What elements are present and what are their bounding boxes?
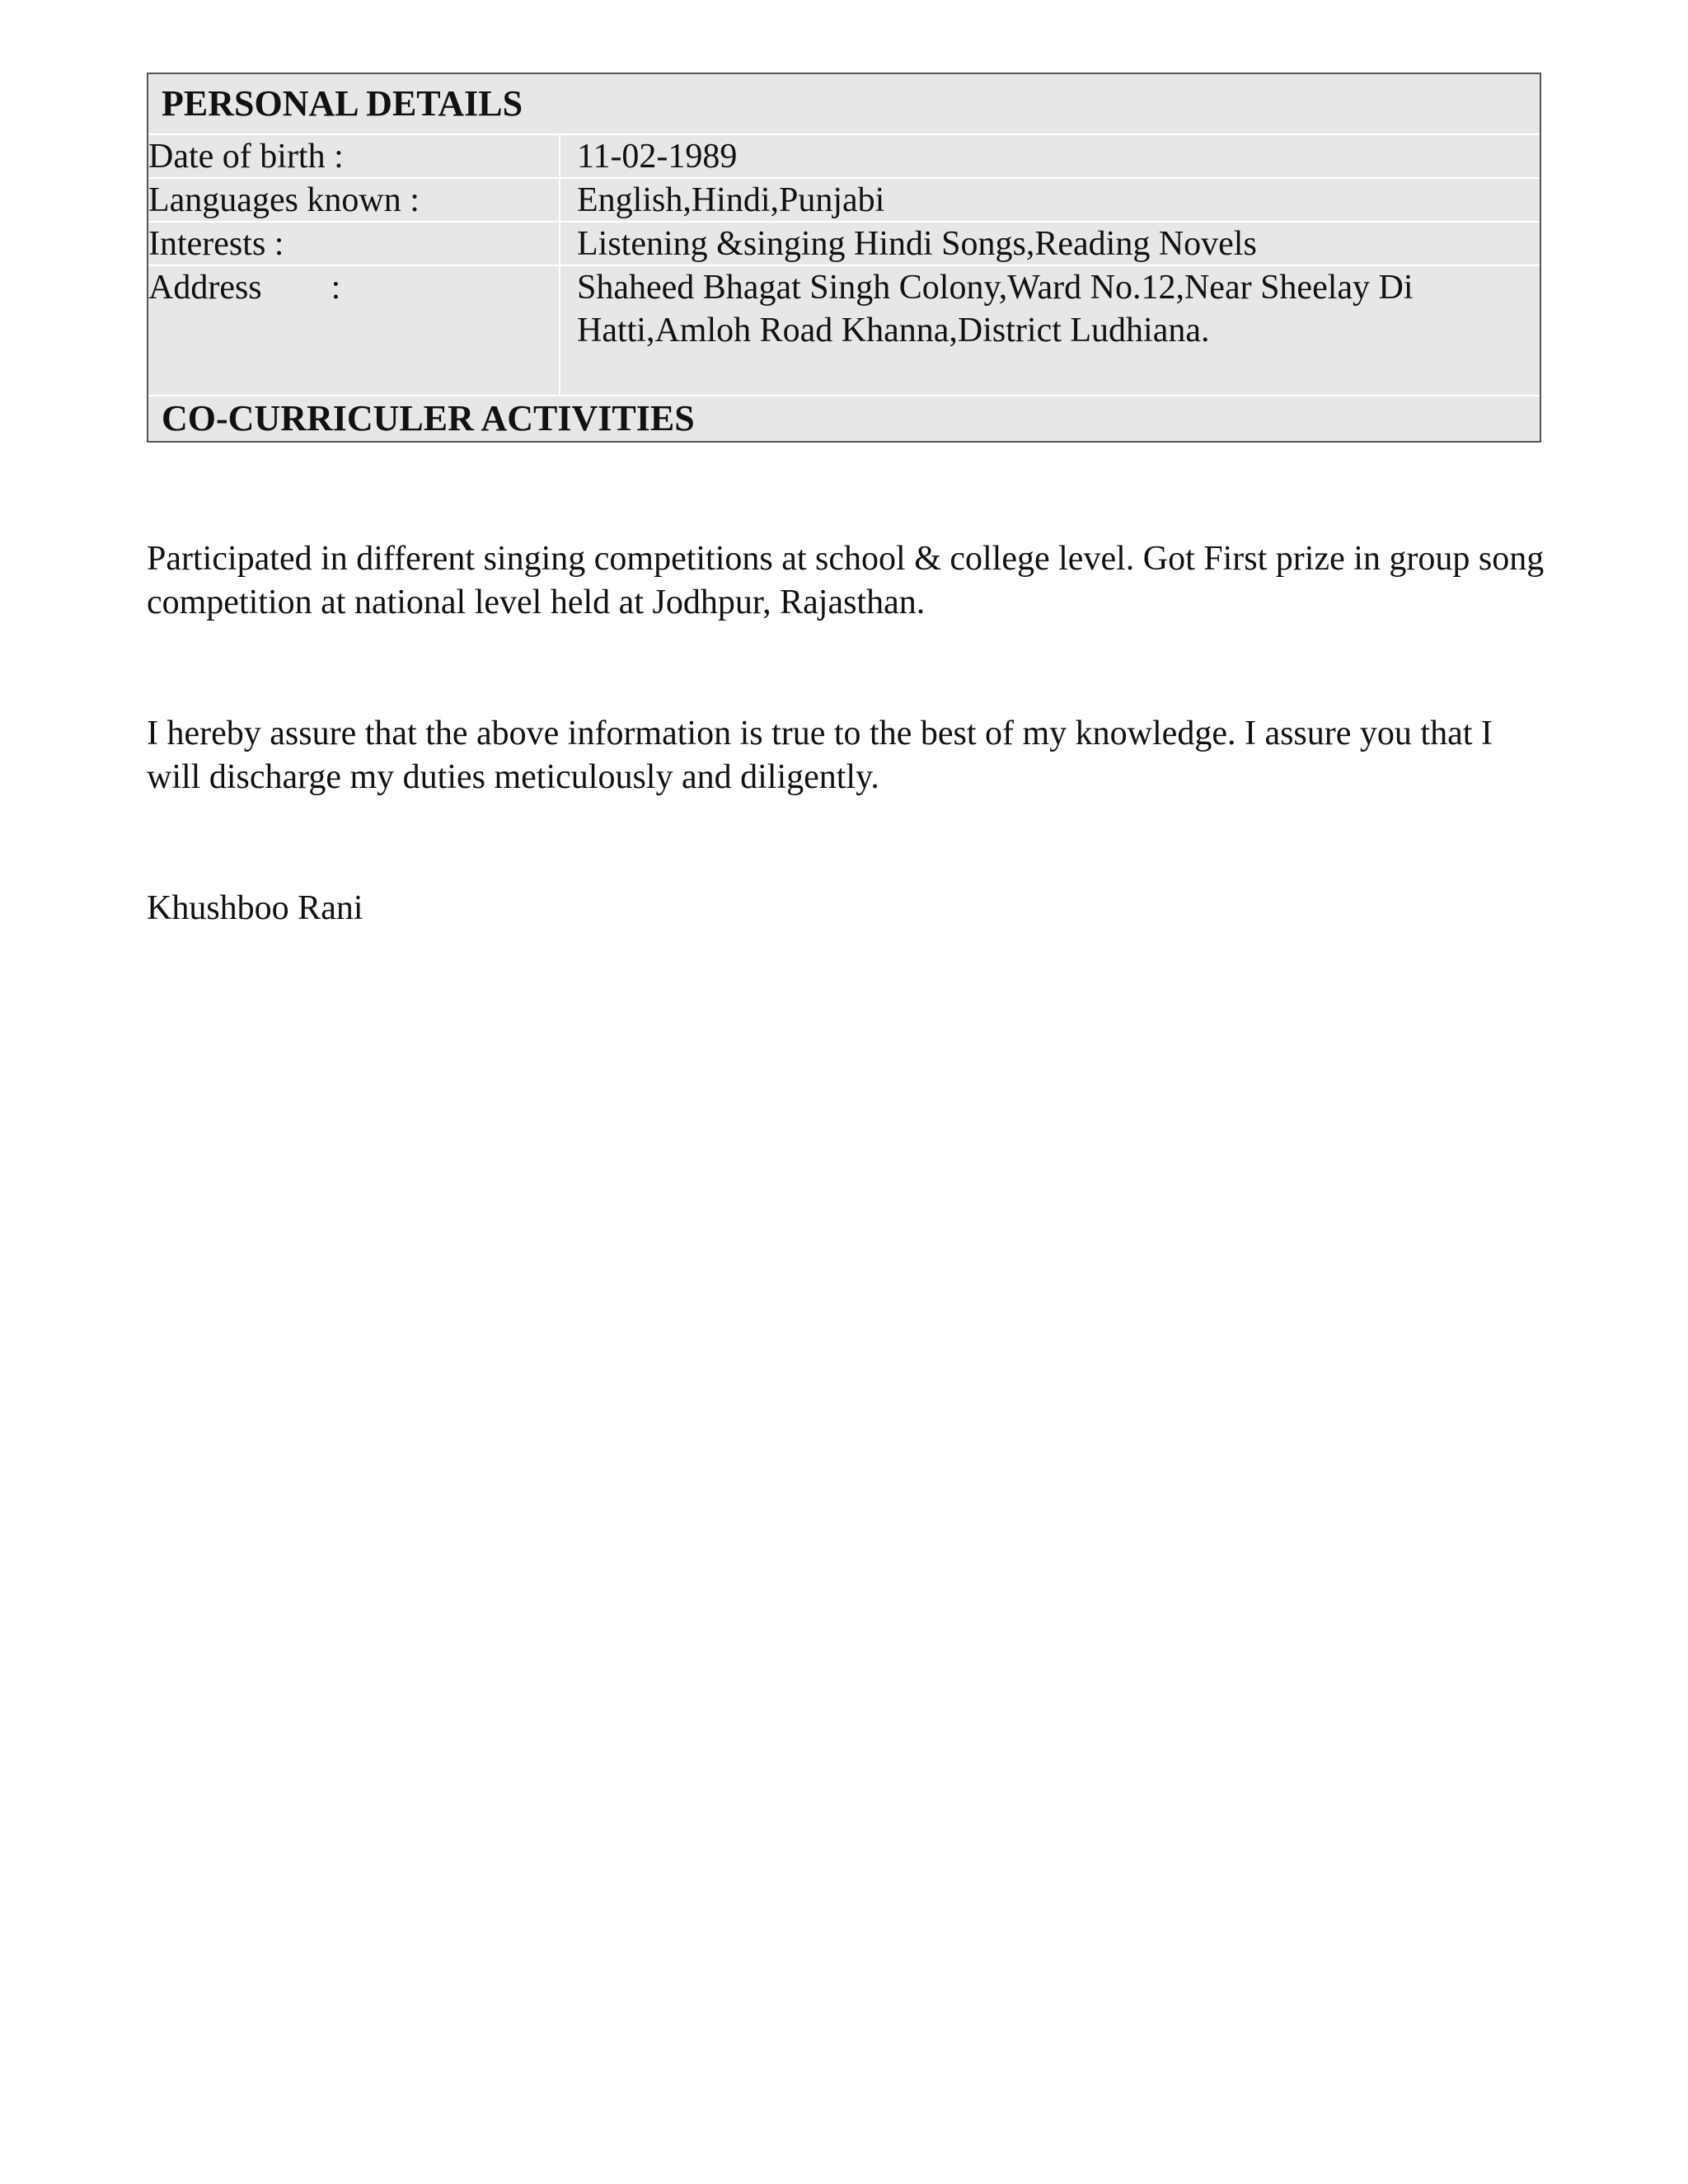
table-row-address xyxy=(148,265,1540,395)
interests-value: Listening &singing Hindi Songs,Reading Novels xyxy=(577,225,1257,263)
date-of-birth-label: Date of birth : xyxy=(148,135,560,177)
address-label: Address : xyxy=(148,266,560,395)
date-of-birth-value: 11-02-1989 xyxy=(577,138,738,176)
personal-details-heading: PERSONAL DETAILS xyxy=(148,74,1540,134)
table-row-languages xyxy=(148,177,1540,221)
address-value: Shaheed Bhagat Singh Colony,Ward No.12,Near Sheelay Di Hatti,Amloh Road Khanna,District Ludhiana. xyxy=(577,269,1414,349)
declaration-paragraph: I hereby assure that the above information is true to the best of my knowledge. I assure you that I will discharge my duties meticulously and diligently. xyxy=(147,715,1493,796)
languages-label: Languages known : xyxy=(148,179,560,221)
table-row-interests xyxy=(148,221,1540,265)
co-curricular-heading: CO-CURRICULER ACTIVITIES xyxy=(148,395,1540,441)
co-curricular-paragraph: Participated in different singing competitions at school & college level. Got First prize in group song competition at national level held at Jodhpur, Rajasthan. xyxy=(147,540,1545,621)
personal-details-table xyxy=(147,73,1541,443)
languages-value: English,Hindi,Punjabi xyxy=(577,181,885,219)
table-row-date-of-birth xyxy=(148,134,1540,177)
interests-label: Interests : xyxy=(148,223,560,265)
signature-name: Khushboo Rani xyxy=(147,889,363,927)
